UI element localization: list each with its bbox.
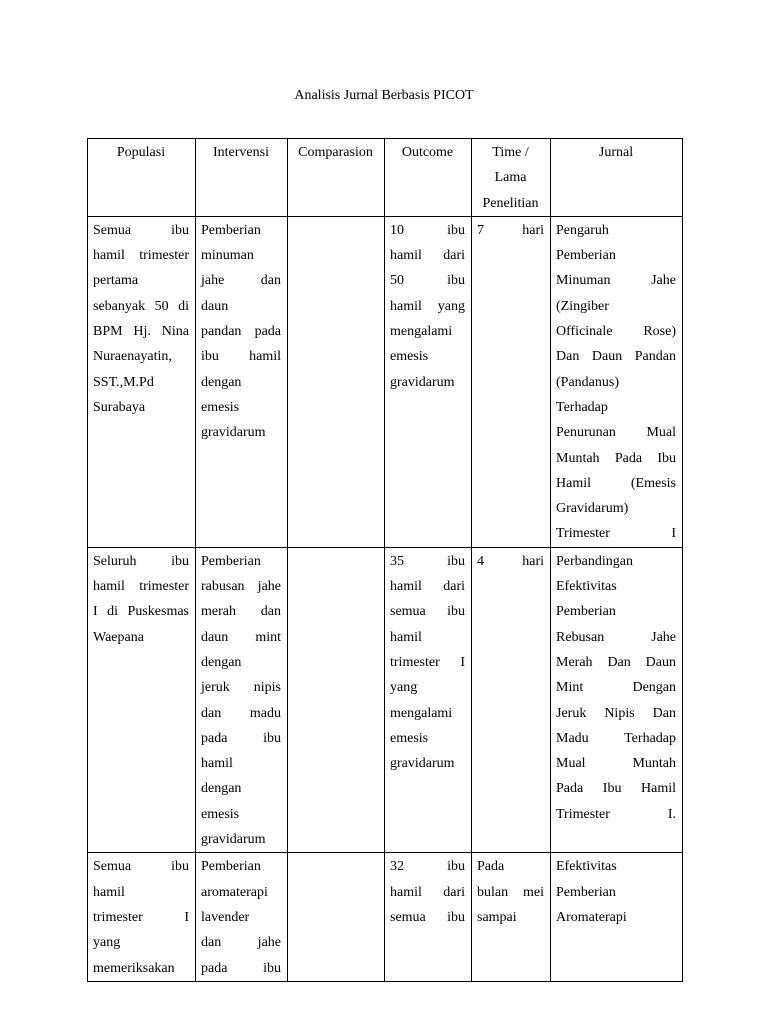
cell-line: hamil dari [390, 884, 465, 900]
cell-line: emesis [390, 730, 429, 746]
cell-outcome [385, 547, 472, 853]
cell-line: dan madu [201, 705, 281, 721]
cell-line: dengan [201, 374, 242, 390]
cell-line: Hamil (Emesis [556, 475, 676, 491]
cell-line: mengalami [390, 324, 453, 340]
header-time-line: Penelitian [482, 195, 539, 211]
cell-line: BPM Hj. Nina [93, 324, 189, 340]
header-time [472, 139, 551, 217]
cell-line: pada ibu [201, 730, 281, 746]
picot-table [87, 138, 683, 982]
header-populasi: Populasi [88, 139, 196, 217]
header-jurnal: Jurnal [551, 139, 683, 217]
cell-line: Minuman Jahe [556, 273, 676, 289]
cell-line: emesis [201, 399, 240, 415]
cell-comparasion [288, 853, 385, 981]
cell-line: semua ibu [390, 604, 465, 620]
table-row [88, 547, 683, 853]
cell-line: Perbandingan [556, 553, 633, 569]
cell-line: Seluruh ibu [93, 553, 189, 569]
cell-line: jeruk nipis [201, 680, 281, 696]
cell-line: hamil yang [390, 298, 465, 314]
cell-line: Pemberian [556, 884, 616, 900]
cell-line: sampai [477, 909, 517, 925]
cell-line: Pada [477, 859, 505, 875]
cell-line: SST.,M.Pd [93, 374, 154, 390]
cell-line: Semua ibu [93, 859, 189, 875]
cell-line: 50 ibu [390, 273, 465, 289]
cell-intervensi [196, 216, 288, 547]
cell-line: Nuraenayatin, [93, 349, 172, 365]
cell-line: bulan mei [477, 884, 544, 900]
cell-line: trimester I [93, 909, 189, 925]
cell-line: Pengaruh [556, 222, 609, 238]
cell-time [472, 216, 551, 547]
cell-line: Semua ibu [93, 222, 189, 238]
cell-line: pandan pada [201, 324, 281, 340]
cell-line: Merah Dan Daun [556, 654, 676, 670]
cell-line: rabusan jahe [201, 579, 281, 595]
cell-line: emesis [390, 349, 429, 365]
cell-line: 4 hari [477, 553, 544, 569]
cell-line: 10 ibu [390, 222, 465, 238]
cell-line: (Zingiber [556, 298, 609, 314]
header-time-line: Time / [492, 145, 529, 160]
cell-populasi [88, 853, 196, 981]
cell-line: emesis [201, 806, 240, 822]
cell-line: Pemberian [201, 222, 261, 238]
cell-line: Trimester I. [556, 806, 676, 822]
cell-populasi [88, 216, 196, 547]
table-row [88, 216, 683, 547]
cell-line: Waepana [93, 629, 144, 645]
cell-line: Trimester I [556, 526, 676, 542]
cell-line: Pemberian [201, 859, 261, 875]
cell-line: Pemberian [556, 248, 616, 264]
cell-line: hamil [390, 629, 422, 645]
cell-line: Mual Muntah [556, 756, 676, 772]
cell-line: Pemberian [201, 553, 261, 569]
cell-jurnal [551, 216, 683, 547]
cell-populasi [88, 547, 196, 853]
cell-line: hamil [201, 756, 233, 772]
cell-line: ibu hamil [201, 349, 281, 365]
cell-line: yang [93, 935, 121, 951]
cell-line: gravidarum [390, 374, 455, 390]
cell-line: hamil [93, 884, 125, 900]
cell-line: lavender [201, 909, 250, 925]
header-outcome: Outcome [385, 139, 472, 217]
cell-line: dengan [201, 654, 242, 670]
cell-line: Gravidarum) [556, 501, 629, 517]
cell-line: Terhadap [556, 399, 608, 415]
cell-line: hamil dari [390, 248, 465, 264]
cell-line: 35 ibu [390, 553, 465, 569]
cell-line: gravidarum [390, 756, 455, 772]
cell-line: Pada Ibu Hamil [556, 781, 676, 797]
cell-line: Rebusan Jahe [556, 629, 676, 645]
cell-comparasion [288, 216, 385, 547]
page-title: Analisis Jurnal Berbasis PICOT [294, 88, 474, 103]
cell-intervensi [196, 853, 288, 981]
header-intervensi: Intervensi [196, 139, 288, 217]
cell-line: Madu Terhadap [556, 730, 676, 746]
cell-line: Efektivitas [556, 859, 617, 875]
cell-line: Pemberian [556, 604, 616, 620]
cell-line: hamil trimester [93, 248, 189, 264]
cell-line: Efektivitas [556, 579, 617, 595]
cell-line: aromaterapi [201, 884, 268, 900]
cell-line: pada ibu [201, 960, 281, 976]
cell-jurnal [551, 547, 683, 853]
cell-line: dengan [201, 781, 242, 797]
cell-line: Jeruk Nipis Dan [556, 705, 676, 721]
cell-line: hamil dari [390, 579, 465, 595]
cell-outcome [385, 216, 472, 547]
cell-line: gravidarum [201, 425, 266, 441]
cell-line: daun mint [201, 629, 281, 645]
cell-line: pertama [93, 273, 139, 289]
cell-outcome [385, 853, 472, 981]
cell-line: semua ibu [390, 909, 465, 925]
cell-line: sebanyak 50 di [93, 298, 189, 314]
header-comparasion: Comparasion [288, 139, 385, 217]
cell-time [472, 547, 551, 853]
cell-line: 7 hari [477, 222, 544, 238]
cell-line: Surabaya [93, 399, 146, 415]
table-row [88, 853, 683, 981]
cell-line: jahe dan [201, 273, 281, 289]
cell-line: minuman [201, 248, 254, 264]
cell-line: merah dan [201, 604, 281, 620]
cell-line: daun [201, 298, 229, 314]
cell-line: Aromaterapi [556, 909, 627, 925]
cell-line: mengalami [390, 705, 453, 721]
cell-line: I di Puskesmas [93, 604, 189, 620]
cell-line: gravidarum [201, 832, 266, 848]
cell-line: (Pandanus) [556, 374, 619, 390]
cell-time [472, 853, 551, 981]
cell-line: 32 ibu [390, 859, 465, 875]
cell-line: Mint Dengan [556, 680, 676, 696]
cell-line: Dan Daun Pandan [556, 349, 676, 365]
cell-comparasion [288, 547, 385, 853]
cell-intervensi [196, 547, 288, 853]
cell-line: dan jahe [201, 935, 281, 951]
cell-line: yang [390, 680, 418, 696]
header-time-line: Lama [494, 170, 527, 186]
cell-line: hamil trimester [93, 579, 189, 595]
table-header-row [88, 139, 683, 217]
cell-line: Penurunan Mual [556, 425, 676, 441]
cell-line: trimester I [390, 654, 465, 670]
cell-line: Officinale Rose) [556, 324, 676, 340]
cell-line: Muntah Pada Ibu [556, 450, 676, 466]
cell-line: memeriksakan [93, 960, 175, 976]
cell-jurnal [551, 853, 683, 981]
